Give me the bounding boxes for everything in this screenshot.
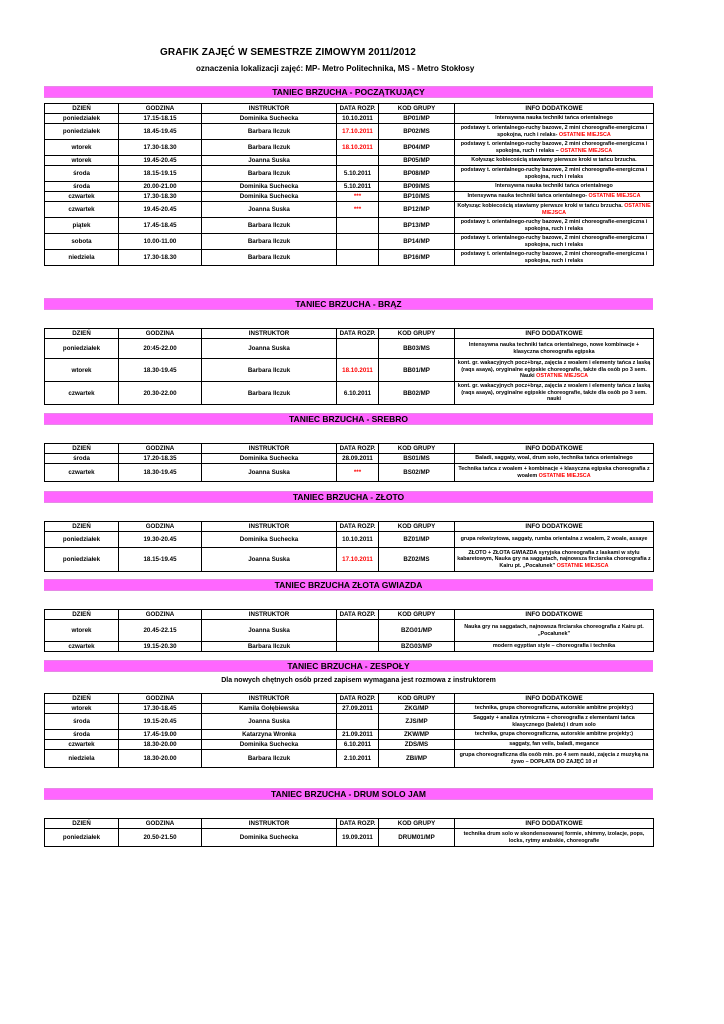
cell-info bbox=[455, 620, 654, 642]
cell-time: 17.30-18.30 bbox=[119, 250, 202, 266]
cell-date: 10.10.2011 bbox=[337, 114, 379, 124]
table-row bbox=[45, 464, 654, 482]
column-header: INFO DODATKOWE bbox=[455, 694, 654, 704]
cell-time: 20.30-22.00 bbox=[119, 382, 202, 405]
cell-time: 18.30-19.45 bbox=[119, 359, 202, 382]
cell-info bbox=[455, 218, 654, 234]
cell-instructor: Katarzyna Wronka bbox=[202, 730, 337, 740]
schedule-section bbox=[44, 86, 653, 266]
cell-info bbox=[455, 464, 654, 482]
cell-instructor: Joanna Suska bbox=[202, 620, 337, 642]
cell-date: 17.10.2011 bbox=[337, 548, 379, 572]
column-header: KOD GRUPY bbox=[379, 104, 455, 114]
cell-time: 19.15-20.30 bbox=[119, 642, 202, 652]
cell-date: 17.10.2011 bbox=[337, 124, 379, 140]
table-row bbox=[45, 166, 654, 182]
cell-code: BZ01/MP bbox=[379, 532, 455, 548]
cell-day: środa bbox=[45, 730, 119, 740]
info-text: Nauka gry na saggatach, najnowsza firciarska choreografia z Kairu pt. „Pocałunek” bbox=[464, 624, 644, 637]
table-row bbox=[45, 182, 654, 192]
table-row bbox=[45, 156, 654, 166]
cell-instructor: Dominika Suchecka bbox=[202, 740, 337, 750]
cell-info bbox=[455, 454, 654, 464]
column-header: GODZINA bbox=[119, 104, 202, 114]
cell-date: 18.10.2011 bbox=[337, 359, 379, 382]
column-header: INSTRUKTOR bbox=[202, 522, 337, 532]
cell-instructor: Barbara Ilczuk bbox=[202, 250, 337, 266]
cell-instructor: Dominika Suchecka bbox=[202, 192, 337, 202]
cell-instructor: Barbara Ilczuk bbox=[202, 382, 337, 405]
info-highlight: OSTATNIE MIEJSCA bbox=[542, 203, 651, 216]
cell-time: 17.20-18.35 bbox=[119, 454, 202, 464]
cell-instructor: Barbara Ilczuk bbox=[202, 218, 337, 234]
column-header: INFO DODATKOWE bbox=[455, 610, 654, 620]
cell-code: BP12/MP bbox=[379, 202, 455, 218]
cell-date bbox=[337, 218, 379, 234]
cell-instructor: Barbara Ilczuk bbox=[202, 140, 337, 156]
column-header: DATA ROZP. bbox=[337, 329, 379, 339]
table-row bbox=[45, 218, 654, 234]
cell-info bbox=[455, 124, 654, 140]
info-text: Intensywna nauka techniki tańca orientalnego, nowe kombinacje + klasyczna choreografia egipska bbox=[468, 342, 640, 355]
cell-date: 6.10.2011 bbox=[337, 740, 379, 750]
cell-code: ZDS/MS bbox=[379, 740, 455, 750]
table-row bbox=[45, 548, 654, 572]
cell-day: środa bbox=[45, 166, 119, 182]
cell-instructor: Dominika Suchecka bbox=[202, 114, 337, 124]
cell-day: środa bbox=[45, 454, 119, 464]
info-text: ZŁOTO + ZŁOTA GWIAZDA syryjska choreografia z laskami w stylu kabaretowym, Nauka gry na saggatach, najnowsza firciarska choreografia z Kairu pt. „Pocałunek” bbox=[457, 549, 651, 569]
header-row bbox=[45, 444, 654, 454]
cell-instructor: Dominika Suchecka bbox=[202, 182, 337, 192]
cell-time: 17.45-19.00 bbox=[119, 730, 202, 740]
column-header: INSTRUKTOR bbox=[202, 104, 337, 114]
schedule-section bbox=[44, 413, 653, 482]
info-text: Baladi, saggaty, woal, drum solo, technika tańca orientalnego bbox=[475, 455, 633, 462]
column-header: INFO DODATKOWE bbox=[455, 819, 654, 829]
cell-code: BZG03/MP bbox=[379, 642, 455, 652]
table-row bbox=[45, 382, 654, 405]
cell-code: BB01/MP bbox=[379, 359, 455, 382]
cell-info bbox=[455, 829, 654, 847]
cell-day: poniedziałek bbox=[45, 339, 119, 359]
info-text: Intensywna nauka techniki tańca orientalnego- bbox=[467, 193, 588, 200]
section-banner: TANIEC BRZUCHA - SREBRO bbox=[44, 413, 653, 425]
cell-instructor: Joanna Suska bbox=[202, 339, 337, 359]
column-header: DZIEŃ bbox=[45, 104, 119, 114]
cell-day: czwartek bbox=[45, 202, 119, 218]
column-header: INSTRUKTOR bbox=[202, 819, 337, 829]
column-header: KOD GRUPY bbox=[379, 610, 455, 620]
cell-time: 20.00-21.00 bbox=[119, 182, 202, 192]
cell-instructor: Dominika Suchecka bbox=[202, 829, 337, 847]
cell-day: czwartek bbox=[45, 464, 119, 482]
table-row bbox=[45, 140, 654, 156]
table-row bbox=[45, 234, 654, 250]
column-header: DATA ROZP. bbox=[337, 104, 379, 114]
schedule-section bbox=[44, 491, 653, 572]
cell-instructor: Kamila Gołębiewska bbox=[202, 704, 337, 714]
cell-info bbox=[455, 740, 654, 750]
table-row bbox=[45, 339, 654, 359]
schedule-section bbox=[44, 579, 653, 652]
cell-instructor: Joanna Suska bbox=[202, 202, 337, 218]
column-header: GODZINA bbox=[119, 522, 202, 532]
cell-day: piątek bbox=[45, 218, 119, 234]
info-text: Kołysząc kobiecością stawiamy pierwsze kroki w tańcu brzucha. bbox=[457, 203, 623, 210]
cell-time: 19.45-20.45 bbox=[119, 202, 202, 218]
column-header: KOD GRUPY bbox=[379, 694, 455, 704]
column-header: INSTRUKTOR bbox=[202, 444, 337, 454]
cell-info bbox=[455, 114, 654, 124]
cell-date: 28.09.2011 bbox=[337, 454, 379, 464]
info-text: podstawy t. orientalnego-ruchy bazowe, 2 mini choreografie-energiczna i spokojna, ruch i relaks – bbox=[460, 141, 648, 154]
cell-instructor: Joanna Suska bbox=[202, 548, 337, 572]
cell-info bbox=[455, 642, 654, 652]
cell-date bbox=[337, 642, 379, 652]
cell-time: 18.30-20.00 bbox=[119, 740, 202, 750]
section-banner: TANIEC BRZUCHA - DRUM SOLO JAM bbox=[44, 788, 653, 800]
info-highlight: OSTATNIE MIEJSCA bbox=[536, 373, 589, 380]
cell-code: ZKW/MP bbox=[379, 730, 455, 740]
info-highlight: OSTATNIE MIEJSCA bbox=[558, 131, 611, 138]
schedule-table bbox=[44, 521, 654, 572]
cell-info bbox=[455, 166, 654, 182]
cell-instructor: Barbara Ilczuk bbox=[202, 642, 337, 652]
column-header: DZIEŃ bbox=[45, 444, 119, 454]
cell-instructor: Barbara Ilczuk bbox=[202, 359, 337, 382]
cell-info bbox=[455, 382, 654, 405]
cell-day: środa bbox=[45, 182, 119, 192]
cell-code: DRUM01/MP bbox=[379, 829, 455, 847]
cell-date: 19.09.2011 bbox=[337, 829, 379, 847]
cell-day: wtorek bbox=[45, 140, 119, 156]
column-header: KOD GRUPY bbox=[379, 444, 455, 454]
table-row bbox=[45, 454, 654, 464]
column-header: DATA ROZP. bbox=[337, 522, 379, 532]
cell-time: 18.15-19.45 bbox=[119, 548, 202, 572]
column-header: KOD GRUPY bbox=[379, 329, 455, 339]
table-row bbox=[45, 532, 654, 548]
column-header: INFO DODATKOWE bbox=[455, 104, 654, 114]
cell-time: 19.45-20.45 bbox=[119, 156, 202, 166]
header-row bbox=[45, 522, 654, 532]
cell-day: poniedziałek bbox=[45, 124, 119, 140]
column-header: GODZINA bbox=[119, 694, 202, 704]
info-text: saggaty, fan veils, baladi, megance bbox=[509, 741, 599, 748]
header-row bbox=[45, 694, 654, 704]
cell-info bbox=[455, 234, 654, 250]
cell-time: 18.15-19.15 bbox=[119, 166, 202, 182]
column-header: INFO DODATKOWE bbox=[455, 444, 654, 454]
table-row bbox=[45, 704, 654, 714]
cell-day: niedziela bbox=[45, 750, 119, 768]
schedule-table bbox=[44, 103, 654, 266]
cell-day: czwartek bbox=[45, 740, 119, 750]
cell-day: czwartek bbox=[45, 382, 119, 405]
schedule-table bbox=[44, 443, 654, 482]
cell-day: wtorek bbox=[45, 359, 119, 382]
table-row bbox=[45, 750, 654, 768]
cell-code: BZ02/MS bbox=[379, 548, 455, 572]
cell-info bbox=[455, 548, 654, 572]
cell-time: 20.45-22.15 bbox=[119, 620, 202, 642]
cell-date: 18.10.2011 bbox=[337, 140, 379, 156]
table-row bbox=[45, 730, 654, 740]
info-highlight: OSTATNIE MIEJSCA bbox=[588, 193, 641, 200]
cell-instructor: Joanna Suska bbox=[202, 464, 337, 482]
cell-date: *** bbox=[337, 192, 379, 202]
cell-instructor: Barbara Ilczuk bbox=[202, 124, 337, 140]
info-highlight: OSTATNIE MIEJSCA bbox=[538, 472, 591, 479]
info-text: Intensywna nauka techniki tańca orientalnego bbox=[495, 115, 613, 122]
table-row bbox=[45, 829, 654, 847]
cell-day: środa bbox=[45, 714, 119, 730]
column-header: KOD GRUPY bbox=[379, 819, 455, 829]
cell-code: BP08/MP bbox=[379, 166, 455, 182]
column-header: GODZINA bbox=[119, 610, 202, 620]
info-highlight: OSTATNIE MIEJSCA bbox=[560, 147, 613, 154]
cell-instructor: Barbara Ilczuk bbox=[202, 750, 337, 768]
cell-instructor: Barbara Ilczuk bbox=[202, 166, 337, 182]
cell-code: BS01/MS bbox=[379, 454, 455, 464]
info-text: Kołysząc kobiecością stawiamy pierwsze kroki w tańcu brzucha. bbox=[471, 157, 637, 164]
cell-time: 17.30-18.30 bbox=[119, 140, 202, 156]
page-subtitle: oznaczenia lokalizacji zajęć: MP- Metro Politechnika, MS - Metro Stokłosy bbox=[196, 64, 475, 73]
cell-date: *** bbox=[337, 202, 379, 218]
cell-date bbox=[337, 339, 379, 359]
cell-time: 17.15-18.15 bbox=[119, 114, 202, 124]
cell-day: czwartek bbox=[45, 192, 119, 202]
schedule-section bbox=[44, 660, 653, 768]
cell-code: BP02/MS bbox=[379, 124, 455, 140]
cell-info bbox=[455, 750, 654, 768]
cell-date: 6.10.2011 bbox=[337, 382, 379, 405]
column-header: INFO DODATKOWE bbox=[455, 522, 654, 532]
cell-info bbox=[455, 730, 654, 740]
cell-code: BB02/MP bbox=[379, 382, 455, 405]
column-header: DATA ROZP. bbox=[337, 610, 379, 620]
info-text: technika, grupa choreograficzna, autorskie ambitne projekty:) bbox=[474, 731, 634, 738]
section-note: Dla nowych chętnych osób przed zapisem wymagana jest rozmowa z instruktorem bbox=[221, 677, 496, 684]
section-banner: TANIEC BRZUCHA - ZESPOŁY bbox=[44, 660, 653, 672]
table-row bbox=[45, 192, 654, 202]
header-row bbox=[45, 104, 654, 114]
column-header: GODZINA bbox=[119, 329, 202, 339]
info-text: Technika tańca z woalem + kombinacje + klasyczna egipska choreografia z woalem bbox=[458, 466, 650, 479]
cell-day: poniedziałek bbox=[45, 548, 119, 572]
cell-instructor: Joanna Suska bbox=[202, 714, 337, 730]
cell-day: niedziela bbox=[45, 250, 119, 266]
cell-date: 10.10.2011 bbox=[337, 532, 379, 548]
section-banner: TANIEC BRZUCHA - POCZĄTKUJĄCY bbox=[44, 86, 653, 98]
cell-time: 19.15-20.45 bbox=[119, 714, 202, 730]
info-text: podstawy t. orientalnego-ruchy bazowe, 2 mini choreografie-energiczna i spokojna, ruch i relaks bbox=[460, 251, 648, 264]
cell-date bbox=[337, 250, 379, 266]
column-header: DZIEŃ bbox=[45, 610, 119, 620]
cell-date: 5.10.2011 bbox=[337, 166, 379, 182]
cell-date bbox=[337, 234, 379, 250]
column-header: INSTRUKTOR bbox=[202, 610, 337, 620]
cell-time: 20.50-21.50 bbox=[119, 829, 202, 847]
table-row bbox=[45, 642, 654, 652]
cell-date bbox=[337, 714, 379, 730]
schedule-table bbox=[44, 693, 654, 768]
cell-time: 20:45-22.00 bbox=[119, 339, 202, 359]
section-banner: TANIEC BRZUCHA - ZŁOTO bbox=[44, 491, 653, 503]
cell-day: poniedziałek bbox=[45, 829, 119, 847]
cell-day: poniedziałek bbox=[45, 114, 119, 124]
cell-day: poniedziałek bbox=[45, 532, 119, 548]
column-header: DZIEŃ bbox=[45, 694, 119, 704]
info-text: podstawy t. orientalnego-ruchy bazowe, 2 mini choreografie-energiczna i spokojna, ruch i relaks bbox=[460, 235, 648, 248]
header-row bbox=[45, 819, 654, 829]
cell-code: BP14/MP bbox=[379, 234, 455, 250]
info-highlight: OSTATNIE MIEJSCA bbox=[556, 562, 609, 569]
info-text: Intensywna nauka techniki tańca orientalnego bbox=[495, 183, 613, 190]
column-header: GODZINA bbox=[119, 444, 202, 454]
column-header: DATA ROZP. bbox=[337, 444, 379, 454]
cell-code: BP04/MP bbox=[379, 140, 455, 156]
table-row bbox=[45, 359, 654, 382]
cell-code: BP01/MP bbox=[379, 114, 455, 124]
cell-time: 18.30-20.00 bbox=[119, 750, 202, 768]
schedule-table bbox=[44, 609, 654, 652]
cell-time: 18.30-19.45 bbox=[119, 464, 202, 482]
cell-info bbox=[455, 140, 654, 156]
column-header: DZIEŃ bbox=[45, 522, 119, 532]
header-row bbox=[45, 610, 654, 620]
cell-date: 5.10.2011 bbox=[337, 182, 379, 192]
schedule-section bbox=[44, 788, 653, 847]
cell-date: 21.09.2011 bbox=[337, 730, 379, 740]
column-header: INSTRUKTOR bbox=[202, 694, 337, 704]
cell-instructor: Dominika Suchecka bbox=[202, 532, 337, 548]
cell-info bbox=[455, 339, 654, 359]
column-header: INSTRUKTOR bbox=[202, 329, 337, 339]
cell-day: czwartek bbox=[45, 642, 119, 652]
cell-code: BP10/MS bbox=[379, 192, 455, 202]
cell-code: BP05/MP bbox=[379, 156, 455, 166]
cell-instructor: Joanna Suska bbox=[202, 156, 337, 166]
table-row bbox=[45, 124, 654, 140]
cell-date: 27.09.2011 bbox=[337, 704, 379, 714]
table-row bbox=[45, 740, 654, 750]
cell-info bbox=[455, 250, 654, 266]
column-header: GODZINA bbox=[119, 819, 202, 829]
schedule-table bbox=[44, 328, 654, 405]
cell-code: ZJS/MP bbox=[379, 714, 455, 730]
table-row bbox=[45, 114, 654, 124]
column-header: KOD GRUPY bbox=[379, 522, 455, 532]
cell-code: ZKG/MP bbox=[379, 704, 455, 714]
info-text: podstawy t. orientalnego-ruchy bazowe, 2 mini choreografie-energiczna i spokojna, ruch i relaks bbox=[460, 219, 648, 232]
info-text: grupa rekwizytowa, saggaty, rumba orientalna z woalem, 2 woale, assaye bbox=[460, 536, 648, 543]
cell-info bbox=[455, 202, 654, 218]
cell-date: 2.10.2011 bbox=[337, 750, 379, 768]
cell-info bbox=[455, 532, 654, 548]
cell-info bbox=[455, 192, 654, 202]
cell-day: wtorek bbox=[45, 620, 119, 642]
info-text: Saggaty + analiza rytmiczna + choreografia z elementami tańca klasycznego (baletu) i drum solo bbox=[473, 715, 635, 728]
cell-info bbox=[455, 714, 654, 730]
table-row bbox=[45, 714, 654, 730]
cell-time: 10.00-11.00 bbox=[119, 234, 202, 250]
section-banner: TANIEC BRZUCHA ZŁOTA GWIAZDA bbox=[44, 579, 653, 591]
cell-info bbox=[455, 704, 654, 714]
info-text: grupa choreograficzna dla osób min. po 4 sem nauki, zajęcia z muzyką na żywo – DOPŁATA DO ZAJĘĆ 10 zł bbox=[459, 752, 649, 765]
cell-info bbox=[455, 156, 654, 166]
section-banner: TANIEC BRZUCHA - BRĄZ bbox=[44, 298, 653, 310]
cell-code: BP16/MP bbox=[379, 250, 455, 266]
cell-day: wtorek bbox=[45, 156, 119, 166]
cell-code: ZBI/MP bbox=[379, 750, 455, 768]
info-text: modern egyptian style – choreografia i technika bbox=[492, 643, 616, 650]
table-row bbox=[45, 620, 654, 642]
cell-instructor: Barbara Ilczuk bbox=[202, 234, 337, 250]
cell-time: 18.45-19.45 bbox=[119, 124, 202, 140]
info-text: podstawy t. orientalnego-ruchy bazowe, 2 mini choreografie-energiczna i spokojna, ruch i relaks- bbox=[460, 125, 648, 138]
cell-code: BP13/MP bbox=[379, 218, 455, 234]
cell-date bbox=[337, 156, 379, 166]
header-row bbox=[45, 329, 654, 339]
cell-code: BZG01/MP bbox=[379, 620, 455, 642]
cell-day: wtorek bbox=[45, 704, 119, 714]
info-text: podstawy t. orientalnego-ruchy bazowe, 2 mini choreografie-energiczna i spokojna, ruch i relaks bbox=[460, 167, 648, 180]
info-text: technika drum solo w skondensowanej formie, shimmy, izolacje, pops, locks, rytmy arabskie, choreografie bbox=[463, 831, 645, 844]
column-header: DZIEŃ bbox=[45, 819, 119, 829]
info-text: technika, grupa choreograficzna, autorskie ambitne projekty:) bbox=[474, 705, 634, 712]
schedule-table bbox=[44, 818, 654, 847]
info-text: kont. gr. wakacyjnych pocz+brąz, zajęcia z woalem i elementy tańca z laską (raqs asaya), oryginalne egipskie choreografie, także dla osób po 3 sem. nauki bbox=[457, 383, 651, 403]
table-row bbox=[45, 202, 654, 218]
cell-code: BB03/MS bbox=[379, 339, 455, 359]
schedule-section bbox=[44, 298, 653, 405]
column-header: DATA ROZP. bbox=[337, 694, 379, 704]
cell-time: 19.30-20.45 bbox=[119, 532, 202, 548]
column-header: INFO DODATKOWE bbox=[455, 329, 654, 339]
info-text: kont. gr. wakacyjnych pocz+brąz, zajęcia z woalem i elementy tańca z laską (raqs asaya), oryginalne egipskie choreografie, także dla osób po 3 sem. Nauki bbox=[457, 360, 651, 380]
cell-code: BS02/MP bbox=[379, 464, 455, 482]
page-title: GRAFIK ZAJĘĆ W SEMESTRZE ZIMOWYM 2011/2012 bbox=[160, 47, 416, 58]
column-header: DZIEŃ bbox=[45, 329, 119, 339]
cell-date: *** bbox=[337, 464, 379, 482]
cell-date bbox=[337, 620, 379, 642]
cell-instructor: Dominika Suchecka bbox=[202, 454, 337, 464]
cell-day: sobota bbox=[45, 234, 119, 250]
cell-code: BP09/MS bbox=[379, 182, 455, 192]
cell-time: 17.30-18.45 bbox=[119, 704, 202, 714]
cell-time: 17.45-18.45 bbox=[119, 218, 202, 234]
table-row bbox=[45, 250, 654, 266]
cell-time: 17.30-18.30 bbox=[119, 192, 202, 202]
cell-info bbox=[455, 182, 654, 192]
column-header: DATA ROZP. bbox=[337, 819, 379, 829]
cell-info bbox=[455, 359, 654, 382]
